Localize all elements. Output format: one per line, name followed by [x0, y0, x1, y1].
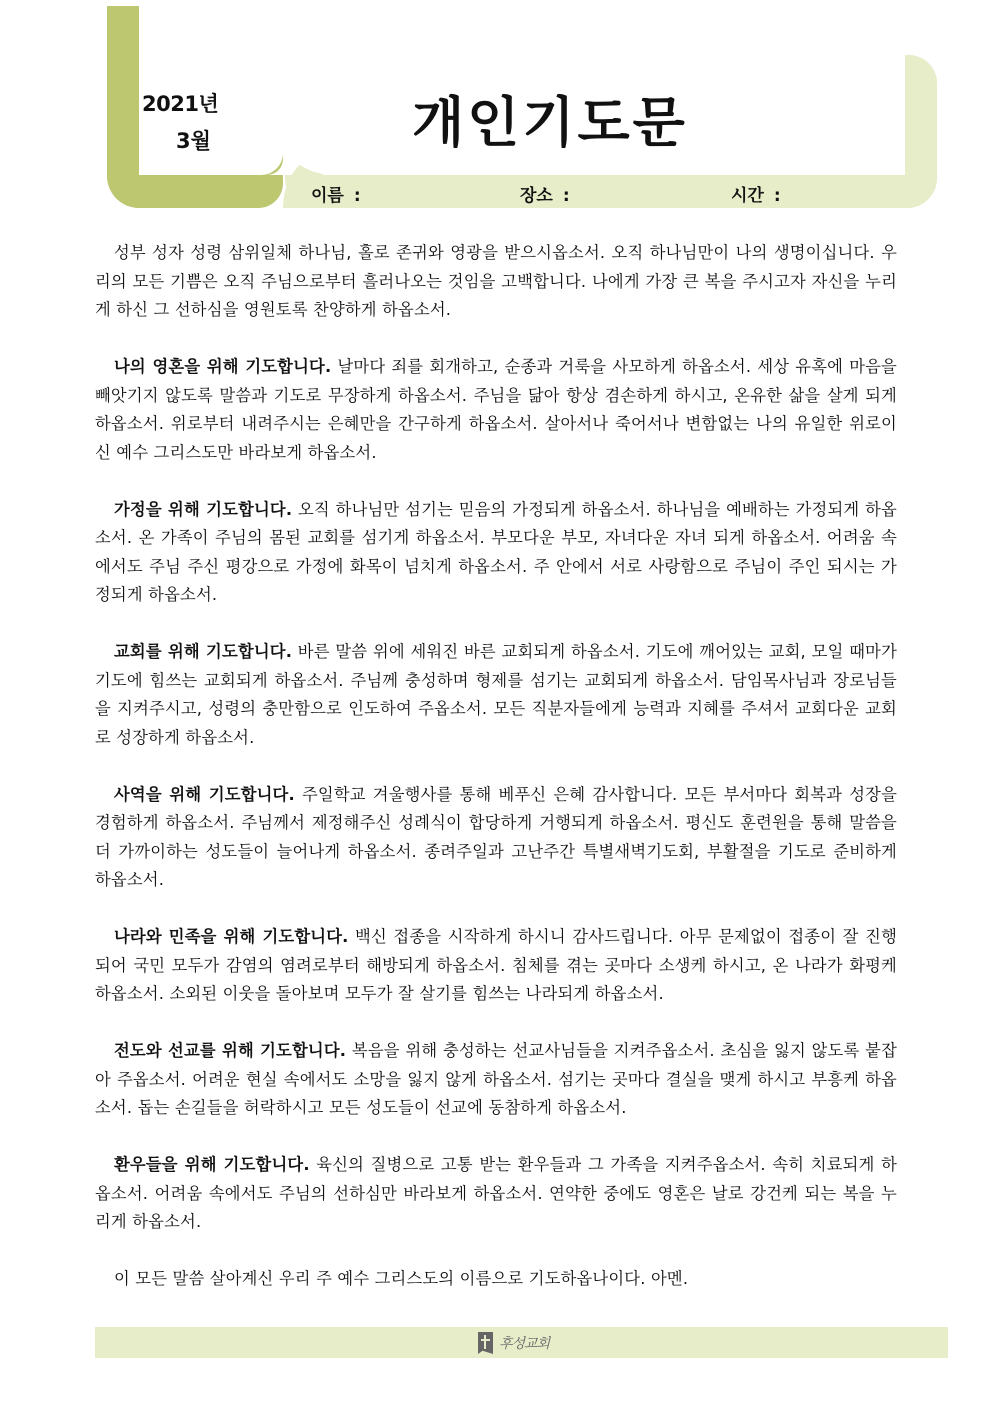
header-info-band: [285, 175, 937, 208]
section-text: 복음을 위해 충성하는 선교사님들을 지켜주옵소서. 초심을 잃지 않도록 붙잡아 주옵소서. 어려운 현실 속에서도 소망을 잃지 않게 하옵소서. 섬기는 곳마다 결실을 맺게 하시고 부흥케 하옵소서. 돕는 손길들을 허락하시고 모든 성도들이 선교에 동참하게 하옵소서.: [95, 1041, 898, 1117]
name-colon: :: [353, 186, 361, 206]
time-field: [731, 181, 781, 206]
place-colon: :: [562, 186, 570, 206]
section-church: [95, 638, 897, 752]
time-label: 시간: [731, 186, 764, 206]
section-heading: 나라와 민족을 위해 기도합니다.: [114, 927, 349, 946]
section-patients: [95, 1151, 897, 1237]
header-olive-base: [107, 175, 283, 208]
time-colon: :: [773, 186, 781, 206]
section-heading: 전도와 선교를 위해 기도합니다.: [114, 1041, 347, 1060]
cross-icon: [478, 1332, 493, 1354]
section-text: 날마다 죄를 회개하고, 순종과 거룩을 사모하게 하옵소서. 세상 유혹에 마음을 빼앗기지 않도록 말씀과 기도로 무장하게 하옵소서. 주님을 닮아 항상 겸손하게 하시고, 온유한 삶을 살게 되게 하옵소서. 위로부터 내려주시는 은혜만을 간구하게 하옵소서. 살아서나 죽어서나 변함없는 나의 유일한 위로이신 예수 그리스도만 바라보게 하옵소서.: [95, 357, 897, 462]
section-mission: [95, 1037, 897, 1123]
header-year: 2021년: [142, 92, 219, 116]
section-text: 주일학교 겨울행사를 통해 베푸신 은혜 감사합니다. 모든 부서마다 회복과 성장을 경험하게 하옵소서. 주님께서 제정해주신 성례식이 합당하게 거행되게 하옵소서. 평신도 훈련원을 통해 말씀을 더 가까이하는 성도들이 늘어나게 하옵소서. 종려주일과 고난주간 특별새벽기도회, 부활절을 기도로 준비하게 하옵소서.: [95, 784, 897, 889]
section-text: 바른 말씀 위에 세워진 바른 교회되게 하옵소서. 기도에 깨어있는 교회, 모일 때마가 기도에 힘쓰는 교회되게 하옵소서. 주님께 충성하며 형제를 섬기는 교회되게 하옵소서. 담임목사님과 장로님들을 지켜주시고, 성령의 충만함으로 인도하여 주옵소서. 모든 직분자들에게 능력과 지혜를 주셔서 교회다운 교회로 성장하게 하옵소서.: [95, 642, 897, 747]
section-text: 육신의 질병으로 고통 받는 환우들과 그 가족을 지켜주옵소서. 속히 치료되게 하옵소서. 어려움 속에서도 주님의 선하심만 바라보게 하옵소서. 연약한 중에도 영혼은 날로 강건케 되는 복을 누리게 하옵소서.: [95, 1155, 898, 1231]
place-label: 장소: [520, 186, 553, 206]
section-text: 오직 하나님만 섬기는 믿음의 가정되게 하옵소서. 하나님을 예배하는 가정되게 하옵소서. 온 가족이 주님의 몸된 교회를 섬기게 하옵소서. 부모다운 부모, 자녀다운 자녀 되게 하옵소서. 어려움 속에서도 주님 주신 평강으로 가정에 화목이 넘치게 하옵소서. 주 안에서 서로 사랑함으로 주님이 주인 되시는 가정되게 하옵소서.: [95, 499, 897, 604]
church-name: 후성교회: [499, 1336, 550, 1352]
section-heading: 사역을 위해 기도합니다.: [114, 784, 295, 804]
section-nation: [95, 923, 897, 1009]
intro-paragraph: 성부 성자 성령 삼위일체 하나님, 홀로 존귀와 영광을 받으시옵소서. 오직 하나님만이 나의 생명이십니다. 우리의 모든 기쁨은 오직 주님으로부터 흘러나오는 것임을 고백합니다. 나에게 가장 큰 복을 주시고자 자신을 누리게 하신 그 선하심을 영원토록 찬양하게 하옵소서.: [95, 243, 897, 319]
section-soul: [95, 353, 897, 467]
section-text: 백신 접종을 시작하게 하시니 감사드립니다. 아무 문제없이 접종이 잘 진행되어 국민 모두가 감염의 염려로부터 해방되게 하옵소서. 침체를 겪는 곳마다 소생케 하시고, 온 나라가 화평케 하옵소서. 소외된 이웃을 돌아보며 모두가 잘 살기를 힘쓰는 나라되게 하옵소서.: [95, 927, 897, 1003]
section-heading: 환우들을 위해 기도합니다.: [114, 1155, 310, 1174]
name-label: 이름: [311, 186, 344, 206]
church-logo: [478, 1330, 549, 1356]
closing-paragraph: 이 모든 말씀 살아계신 우리 주 예수 그리스도의 이름으로 기도하옵나이다. 아멘.: [114, 1269, 689, 1288]
section-ministry: [95, 781, 897, 895]
page-title: 개인기도문: [412, 91, 688, 154]
prayer-body: [95, 239, 897, 1322]
section-heading: 가정을 위해 기도합니다.: [114, 499, 293, 519]
name-field: [311, 181, 361, 206]
header-month: 3월: [176, 129, 211, 153]
section-heading: 교회를 위해 기도합니다.: [114, 642, 293, 661]
place-field: [520, 181, 570, 206]
section-family: [95, 496, 897, 610]
section-heading: 나의 영혼을 위해 기도합니다.: [114, 357, 332, 376]
